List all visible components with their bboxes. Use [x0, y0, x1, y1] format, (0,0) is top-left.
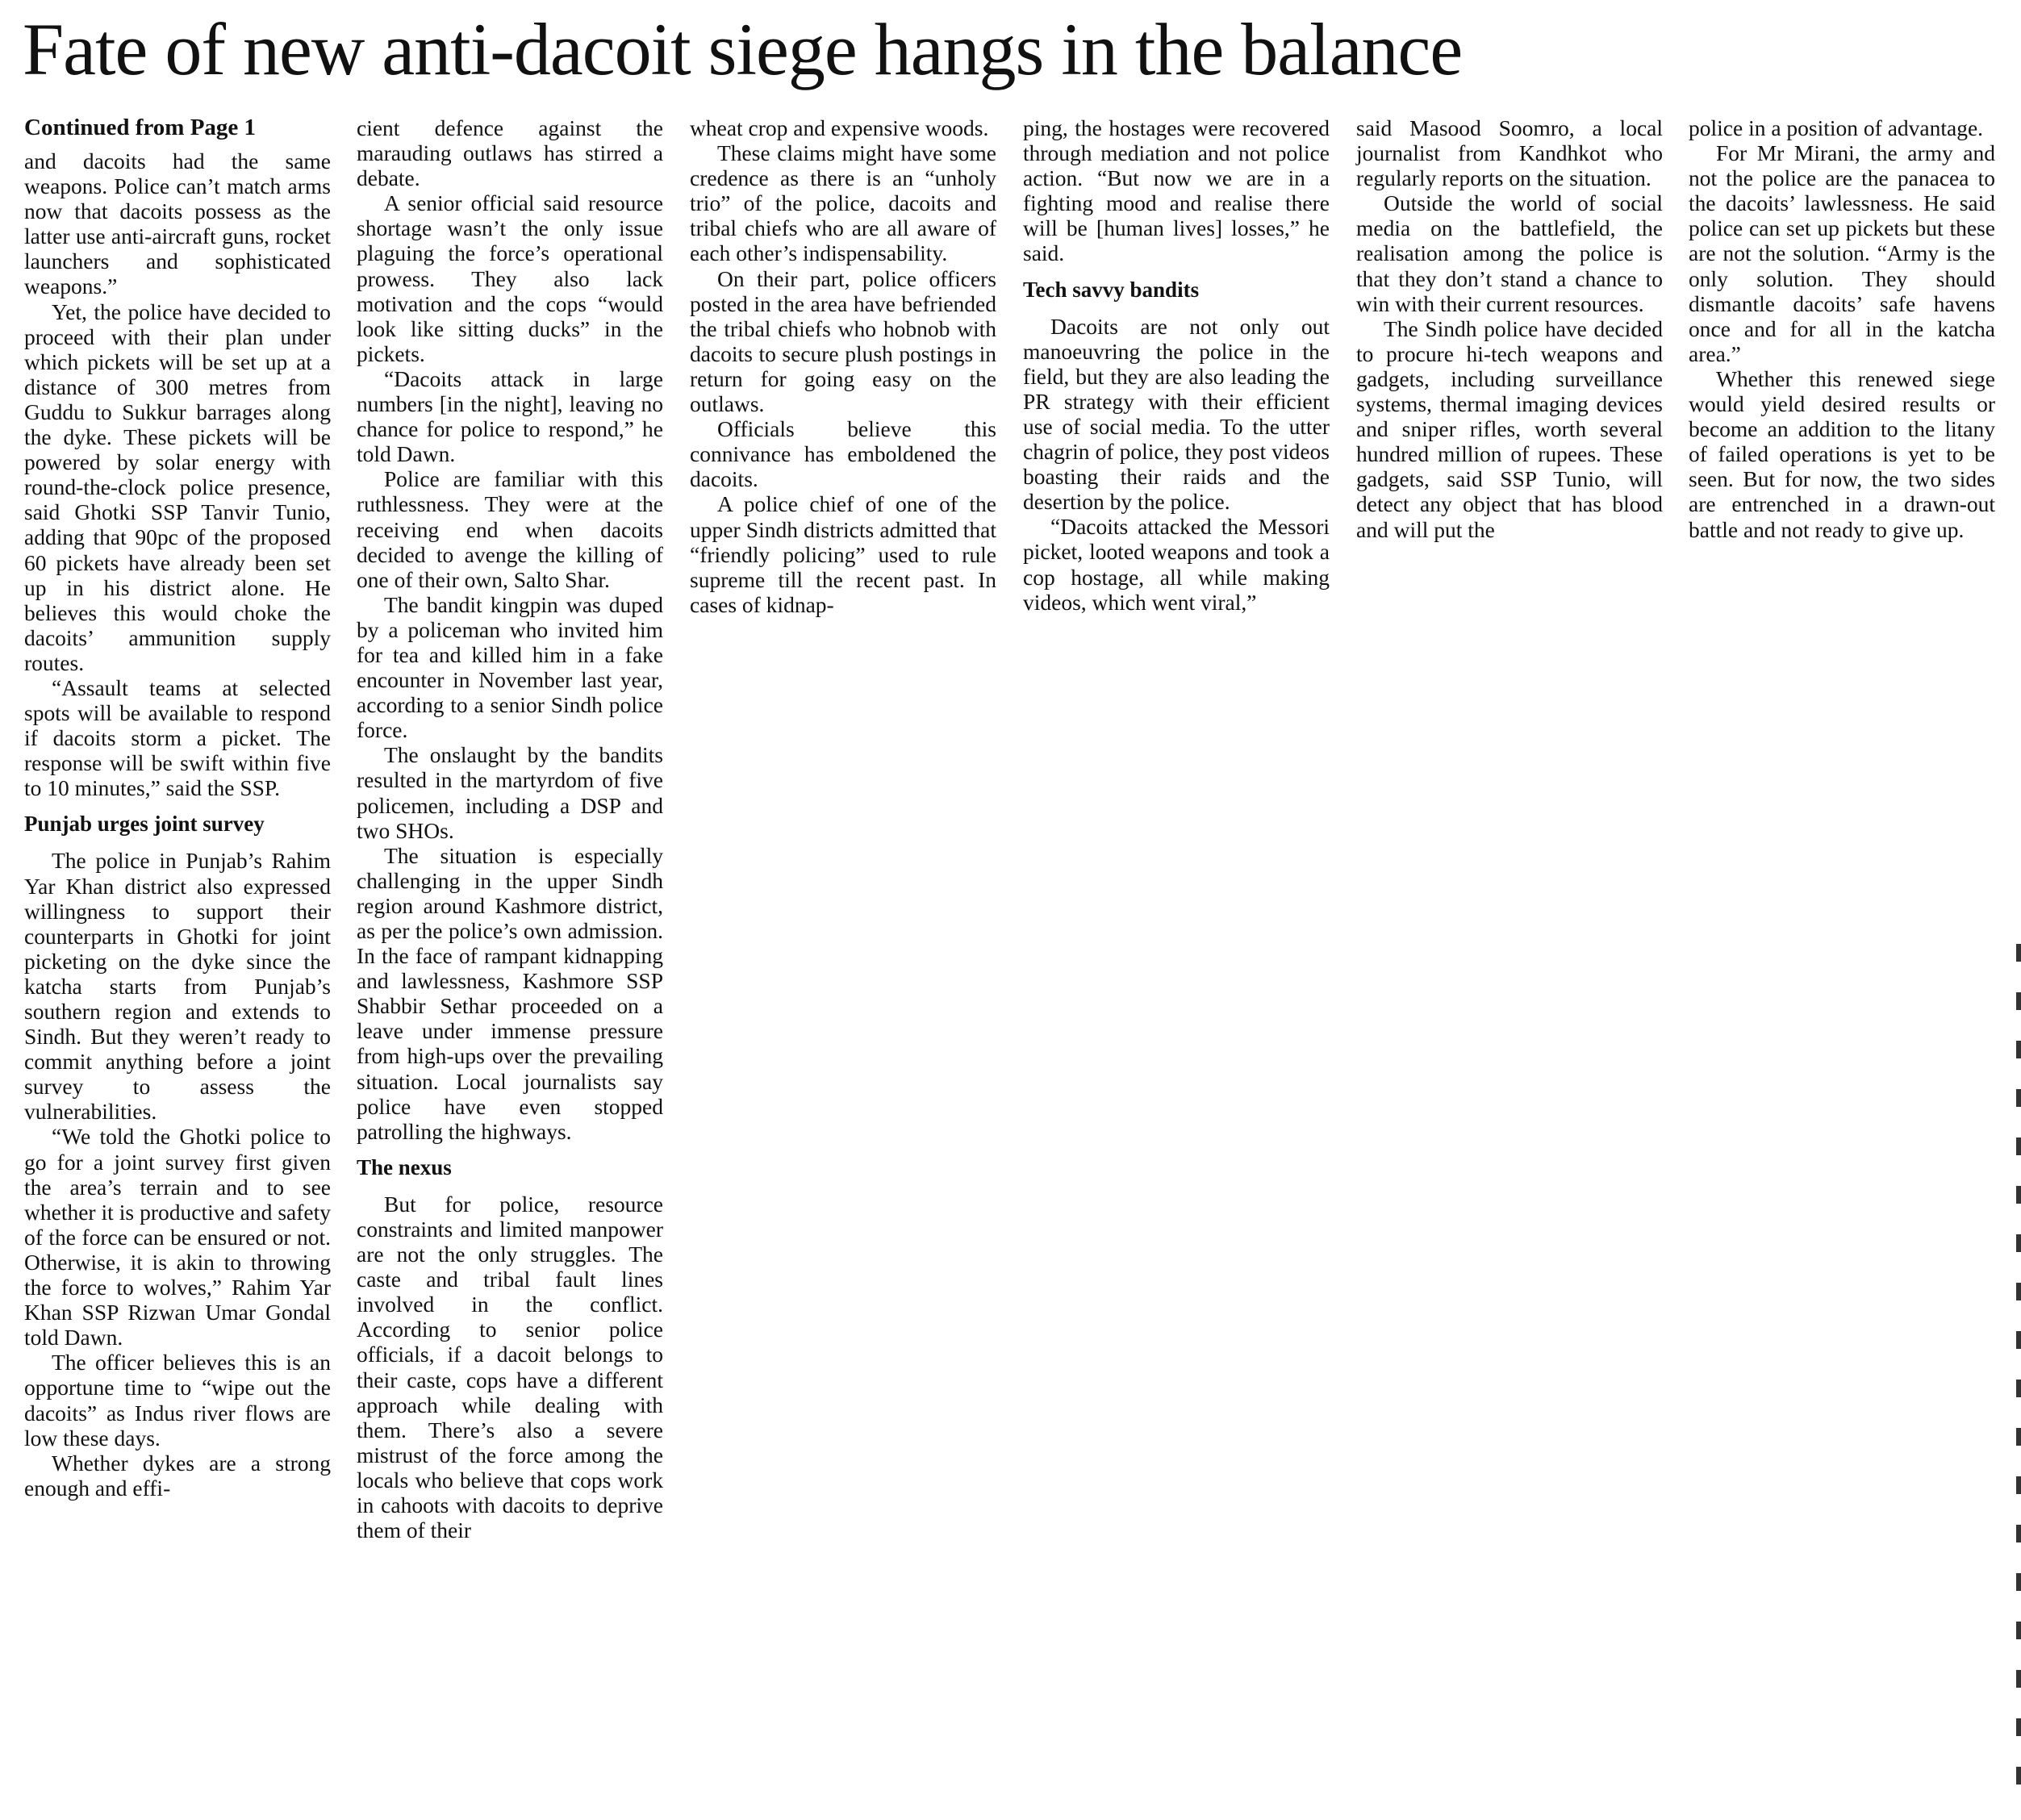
continued-label: Continued from Page 1: [24, 115, 257, 140]
page-edge-marks: [2016, 944, 2021, 1807]
paragraph: The Sindh police have decided to procure hi-tech weapons and gadgets, including surveillance systems, thermal imaging devices and sniper rifles, worth several hundred million of rupees. These gadgets, said SSP Tunio, will detect any object that has blood and will put the: [1356, 315, 1663, 542]
subheading: Punjab urges joint survey: [24, 812, 265, 837]
article-column-4: [1023, 115, 1330, 615]
paragraph: A police chief of one of the upper Sindh districts admitted that “friendly policing” used to rule supreme till the recent past. In cases of kidnap-: [690, 491, 996, 617]
paragraph: police in a position of advantage.: [1689, 115, 1984, 140]
subheading: The nexus: [357, 1154, 452, 1179]
article-column-2: [357, 115, 663, 1542]
paragraph: ping, the hostages were recovered through mediation and not police action. “But now we are in a fighting mood and realise there will be [human lives] losses,” he said.: [1023, 115, 1330, 266]
subheading: Tech savvy bandits: [1023, 277, 1200, 302]
headline: Fate of new anti-dacoit siege hangs in the balance: [23, 8, 1463, 90]
article-column-5: [1356, 115, 1663, 542]
paragraph: Whether this renewed siege would yield desired results or become an addition to the litany of failed operations is yet to be seen. But for now, the two sides are entrenched in a drawn-out battle and not ready to give up.: [1689, 365, 1995, 542]
paragraph: Outside the world of social media on the battlefield, the realisation among the police is that they don’t stand a chance to win with their current resources.: [1356, 190, 1663, 316]
paragraph: wheat crop and expensive woods.: [690, 115, 989, 140]
paragraph: For Mr Mirani, the army and not the police are the panacea to the dacoits’ lawlessness. He said police can set up pickets but these are not the solution. “Army is the only solution. They should dismantle dacoits’ safe havens once and for all in the katcha area.”: [1689, 140, 1995, 366]
paragraph: The bandit kingpin was duped by a policeman who invited him for tea and killed him in a fake encounter in November last year, according to a senior Sindh police force.: [357, 591, 663, 743]
paragraph: These claims might have some credence as there is an “unholy trio” of the police, dacoits and tribal chiefs who are all aware of each other’s indispensability.: [690, 140, 996, 266]
paragraph: said Masood Soomro, a local journalist from Kandhkot who regularly reports on the situation.: [1356, 115, 1663, 191]
paragraph: On their part, police officers posted in the area have befriended the tribal chiefs who hobnob with dacoits to secure plush postings in return for going easy on the outlaws.: [690, 265, 996, 417]
paragraph: But for police, resource constraints and limited manpower are not the only struggles. The caste and tribal fault lines involved in the conflict. According to senior police officials, if a dacoit belongs to their caste, cops have a different approach while dealing with them. There’s also a severe mistrust of the force among the locals who believe that cops work in cahoots with dacoits to deprive them of their: [357, 1191, 663, 1543]
paragraph: A senior official said resource shortage wasn’t the only issue plaguing the force’s operational prowess. They also lack motivation and the cops “would look like sitting ducks” in the pickets.: [357, 190, 663, 366]
paragraph: Dacoits are not only out manoeuvring the police in the field, but they are also leading the PR strategy with their efficient use of social media. To the utter chagrin of police, they post videos boasting their raids and the desertion by the police.: [1023, 313, 1330, 515]
paragraph: Whether dykes are a strong enough and effi-: [24, 1450, 331, 1501]
paragraph: The police in Punjab’s Rahim Yar Khan district also expressed willingness to support their counterparts in Ghotki for joint picketing on the dyke since the katcha starts from Punjab’s southern region and extends to Sindh. But they weren’t ready to commit anything before a joint survey to assess the vulnerabilities.: [24, 848, 331, 1125]
paragraph: Police are familiar with this ruthlessness. They were at the receiving end when dacoits decided to avenge the killing of one of their own, Salto Shar.: [357, 466, 663, 592]
paragraph: cient defence against the marauding outlaws has stirred a debate.: [357, 115, 663, 191]
paragraph: “Assault teams at selected spots will be available to respond if dacoits storm a picket. The response will be swift within five to 10 minutes,” said the SSP.: [24, 674, 331, 801]
paragraph: The onslaught by the bandits resulted in the martyrdom of five policemen, including a DSP and two SHOs.: [357, 742, 663, 843]
paragraph: “Dacoits attacked the Messori picket, looted weapons and took a cop hostage, all while making videos, which went viral,”: [1023, 514, 1330, 615]
paragraph: and dacoits had the same weapons. Police can’t match arms now that dacoits possess as the latter use anti-aircraft guns, rocket launchers and sophisticated weapons.”: [24, 148, 331, 299]
paragraph: Yet, the police have decided to proceed with their plan under which pickets will be set up at a distance of 300 metres from Guddu to Sukkur barrages along the dyke. These pickets will be powered by solar energy with round-the-clock police presence, said Ghotki SSP Tanvir Tunio, adding that 90pc of the proposed 60 pickets have already been set up in his district alone. He believes this would choke the dacoits’ ammunition supply routes.: [24, 298, 331, 675]
article-column-1: [24, 115, 331, 1501]
paragraph: The officer believes this is an opportune time to “wipe out the dacoits” as Indus river flows are low these days.: [24, 1350, 331, 1451]
paragraph: Officials believe this connivance has emboldened the dacoits.: [690, 416, 996, 492]
paragraph: “Dacoits attack in large numbers [in the night], leaving no chance for police to respond,” he told Dawn.: [357, 365, 663, 467]
article-column-6: [1689, 115, 1995, 542]
paragraph: The situation is especially challenging in the upper Sindh region around Kashmore district, as per the police’s own admission. In the face of rampant kidnapping and lawlessness, Kashmore SSP Shabbir Sethar proceeded on a leave under immense pressure from high-ups over the prevailing situation. Local journalists say police have even stopped patrolling the highways.: [357, 842, 663, 1144]
article-column-3: [690, 115, 996, 617]
paragraph: “We told the Ghotki police to go for a joint survey first given the area’s terrain and to see whether it is productive and safety of the force can be ensured or not. Otherwise, it is akin to throwing the force to wolves,” Rahim Yar Khan SSP Rizwan Umar Gondal told Dawn.: [24, 1124, 331, 1350]
